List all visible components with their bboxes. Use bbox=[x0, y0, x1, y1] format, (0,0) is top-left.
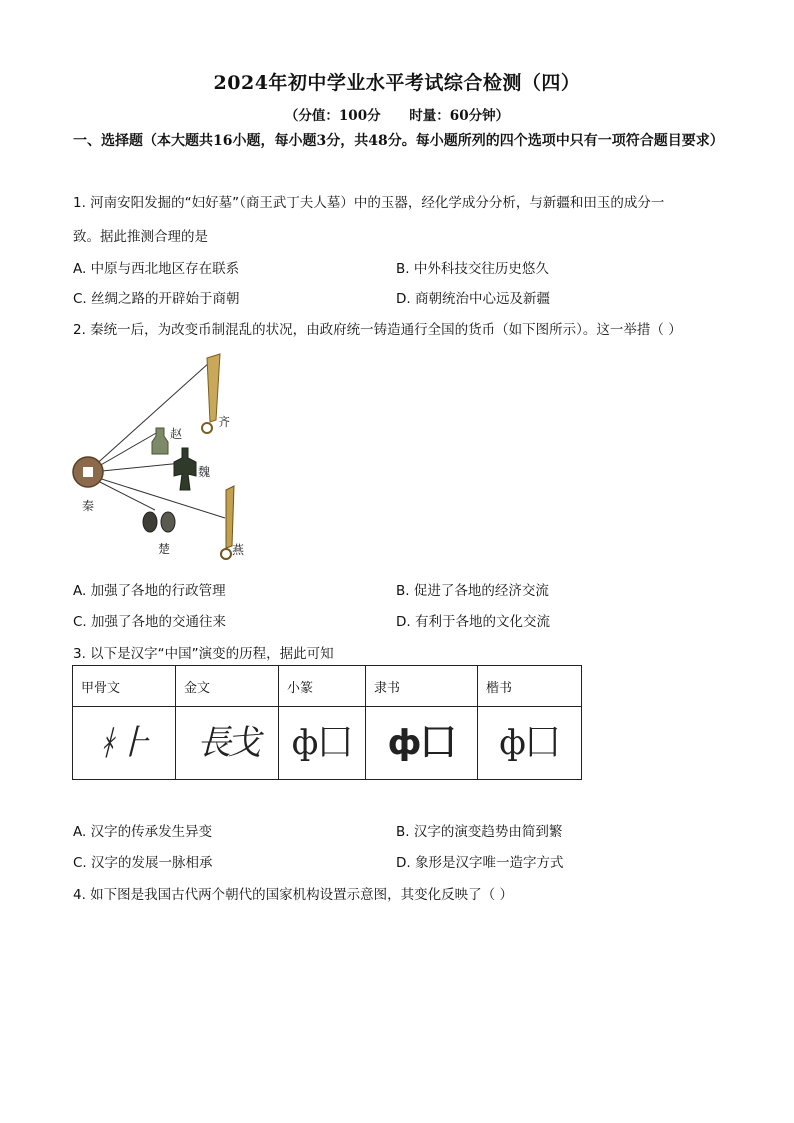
regular-glyph-image: ф⼞ bbox=[478, 707, 582, 780]
question-3-stem: 3. 以下是汉字“中国”演变的历程，据此可知 bbox=[73, 646, 334, 662]
q3-option-a: A. 汉字的传承发生异变 bbox=[73, 824, 213, 840]
label-chu: 楚 bbox=[158, 542, 171, 556]
chu-ant-nose-coins bbox=[143, 512, 175, 532]
header-oracle-bone: 甲骨文 bbox=[73, 666, 176, 707]
label-wei: 魏 bbox=[198, 465, 211, 479]
q3-option-b: B. 汉字的演变趋势由简到繁 bbox=[396, 824, 563, 840]
question-2-stem: 2. 秦统一后，为改变币制混乱的状况，由政府统一铸造通行全国的货币（如下图所示）。这一举措（ ） bbox=[73, 322, 682, 338]
table-header-row bbox=[73, 666, 582, 707]
oracle-bone-glyph-image: ᚼ⺊ bbox=[73, 707, 176, 780]
wei-spade-coin bbox=[174, 448, 196, 490]
page-title: 2024年初中学业水平考试综合检测（四） bbox=[213, 72, 581, 94]
header-regular: 楷书 bbox=[478, 666, 582, 707]
q1-option-c: C. 丝绸之路的开辟始于商朝 bbox=[73, 291, 240, 307]
q2-option-d: D. 有利于各地的文化交流 bbox=[396, 614, 550, 630]
header-small-seal: 小篆 bbox=[279, 666, 366, 707]
q2-option-b: B. 促进了各地的经济交流 bbox=[396, 583, 549, 599]
score-info: （分值：100分 bbox=[284, 108, 381, 124]
small-seal-glyph-image: ф⼞ bbox=[279, 707, 366, 780]
q1-option-b: B. 中外科技交往历史悠久 bbox=[396, 261, 549, 277]
q3-option-c: C. 汉字的发展一脉相承 bbox=[73, 855, 213, 871]
q2-option-c: C. 加强了各地的交通往来 bbox=[73, 614, 227, 630]
bronze-glyph-image: ⻑⼽ bbox=[176, 707, 279, 780]
exam-info bbox=[0, 104, 794, 124]
q3-option-d: D. 象形是汉字唯一造字方式 bbox=[396, 855, 564, 871]
q1-option-d: D. 商朝统治中心远及新疆 bbox=[396, 291, 550, 307]
time-info: 时量：60分钟） bbox=[409, 108, 510, 124]
zhao-spade-coin bbox=[152, 428, 168, 454]
qin-banliang-coin bbox=[73, 457, 103, 487]
coin-unification-figure bbox=[70, 350, 270, 565]
label-yan: 燕 bbox=[232, 543, 245, 557]
header-clerical: 隶书 bbox=[366, 666, 478, 707]
section-heading: 一、选择题（本大题共16小题，每小题3分，共48分。每小题所列的四个选项中只有一项符合题目要求） bbox=[73, 133, 724, 149]
question-4-stem: 4. 如下图是我国古代两个朝代的国家机构设置示意图，其变化反映了（ ） bbox=[73, 887, 513, 903]
table-glyph-row bbox=[73, 707, 582, 780]
label-qi: 齐 bbox=[218, 415, 231, 429]
script-evolution-table bbox=[72, 665, 582, 780]
header-bronze: 金文 bbox=[176, 666, 279, 707]
label-zhao: 赵 bbox=[170, 427, 183, 441]
q2-option-a: A. 加强了各地的行政管理 bbox=[73, 583, 226, 599]
question-1-stem-line1: 1. 河南安阳发掘的“妇好墓”（商王武丁夫人墓）中的玉器，经化学成分分析，与新疆和田玉的成分一 bbox=[73, 195, 665, 211]
q1-option-a: A. 中原与西北地区存在联系 bbox=[73, 261, 240, 277]
label-qin: 秦 bbox=[82, 499, 95, 513]
question-1-stem-line2: 致。据此推测合理的是 bbox=[73, 229, 208, 245]
clerical-glyph-image: ф⼞ bbox=[366, 707, 478, 780]
